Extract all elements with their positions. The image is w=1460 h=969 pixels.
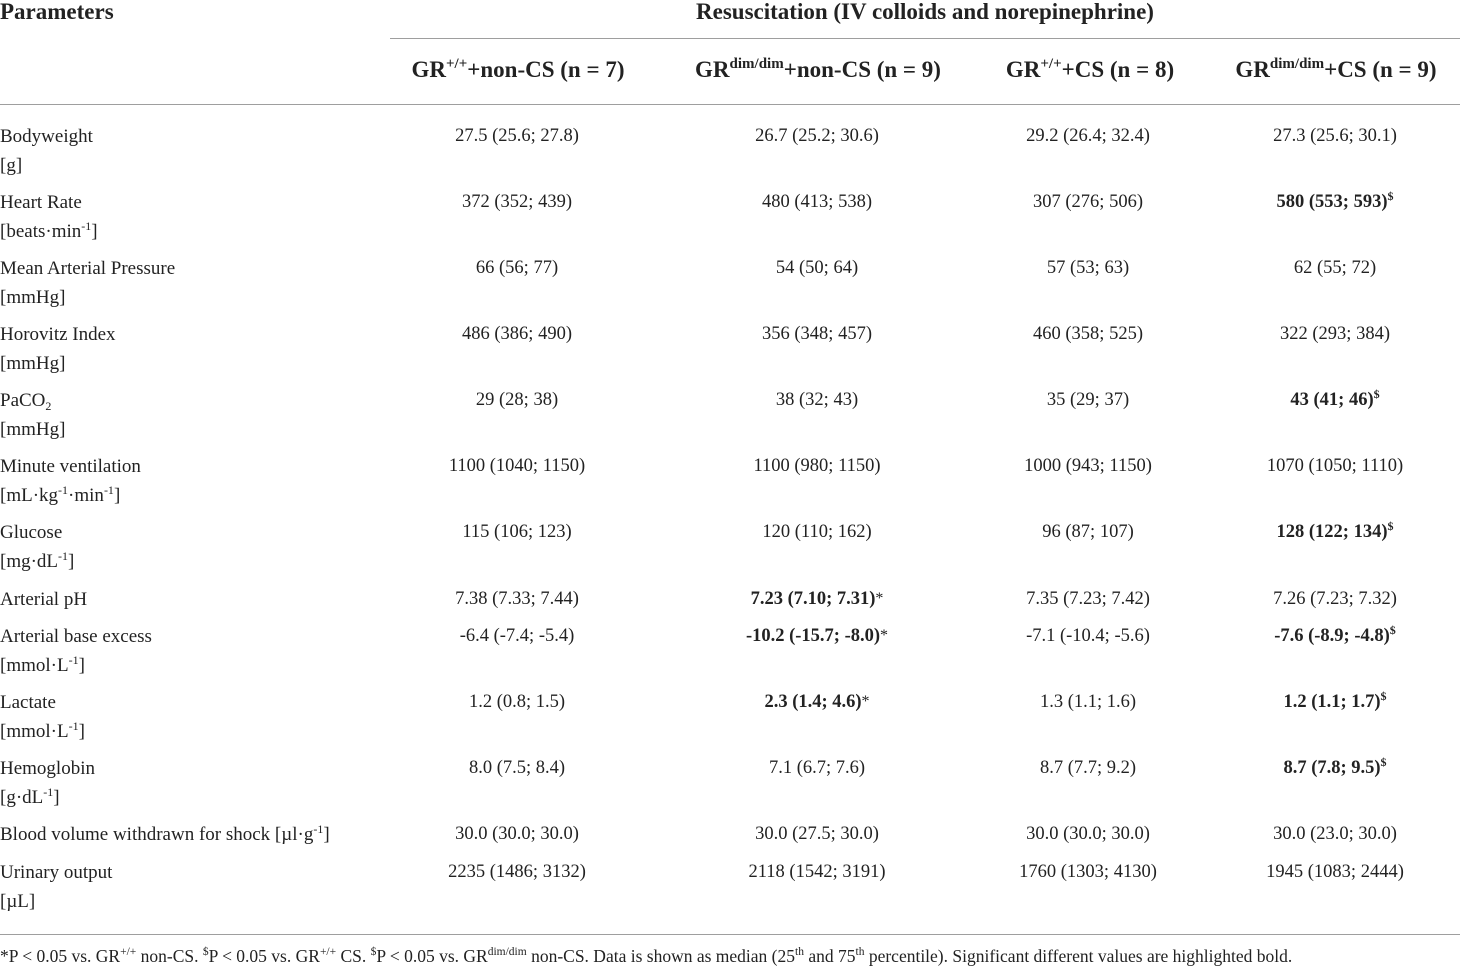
parameter-cell — [0, 622, 400, 680]
parameter-unit: $[mL\cdot kg^{-1}\cdot\min^{-1}]$ — [0, 483, 121, 506]
value-cell: 27.3 (25.6; 30.1) — [1273, 126, 1397, 146]
parameter-label: Arterial base excess — [0, 626, 152, 647]
value-cell: 7.1 (6.7; 7.6) — [768, 758, 866, 778]
parameter-unit: [mmHg] — [0, 353, 66, 374]
parameter-cell — [0, 188, 400, 246]
parameter-cell — [0, 386, 400, 444]
significance-mark: $ — [1380, 689, 1387, 703]
parameter-label: Bodyweight — [0, 126, 93, 147]
value-cell: 1000 (943; 1150) — [1024, 456, 1152, 476]
significance-mark: * — [880, 627, 889, 644]
value-cell: 30.0 (30.0; 30.0) — [455, 824, 579, 844]
parameter-label: Minute ventilation — [0, 456, 141, 477]
value-cell: 2235 (1486; 3132) — [448, 862, 586, 882]
parameter-label: Mean Arterial Pressure — [0, 258, 176, 279]
significance-mark: * — [861, 693, 870, 710]
column-header-3: GR+/++CS (n = 8) — [1005, 56, 1175, 82]
value-cell: 1945 (1083; 2444) — [1266, 862, 1404, 882]
value-cell: 2.3 (1.4; 4.6)* — [764, 692, 870, 712]
parameter-cell — [0, 688, 400, 746]
value-cell: 1.2 (0.8; 1.5) — [468, 692, 566, 712]
value-cell: 1100 (980; 1150) — [753, 456, 881, 476]
value-cell: 2118 (1542; 3191) — [748, 862, 886, 882]
value-cell: -7.6 (-8.9; -4.8)$ — [1274, 623, 1396, 646]
parameter-unit: [g] — [0, 155, 23, 176]
parameter-unit: [mmHg] — [0, 419, 66, 440]
parameter-unit: [mmHg] — [0, 287, 66, 308]
parameter-label: Hemoglobin — [0, 758, 95, 779]
parameter-unit: $[mmol\cdot L^{-1}]$ — [0, 719, 85, 742]
value-cell: 30.0 (30.0; 30.0) — [1026, 824, 1150, 844]
significance-mark: $ — [1373, 387, 1380, 401]
parameter-label: Glucose — [0, 522, 63, 543]
value-cell: 1.3 (1.1; 1.6) — [1039, 692, 1137, 712]
value-cell: 1.2 (1.1; 1.7)$ — [1283, 689, 1387, 712]
value-cell: 322 (293; 384) — [1280, 324, 1390, 344]
column-header-1: GR+/++non-CS (n = 7) — [411, 56, 625, 82]
value-cell: 1100 (1040; 1150) — [448, 456, 586, 476]
value-cell: 356 (348; 457) — [762, 324, 872, 344]
significance-mark: $ — [1387, 519, 1394, 533]
parameter-cell — [0, 122, 400, 180]
value-cell: 120 (110; 162) — [762, 522, 872, 542]
value-cell: 35 (29; 37) — [1046, 390, 1130, 410]
value-cell: -6.4 (-7.4; -5.4) — [459, 626, 575, 646]
value-cell: 460 (358; 525) — [1033, 324, 1143, 344]
parameter-label: Blood volume withdrawn for shock $[\mu l\cdot g^{-1}]$ — [0, 822, 330, 845]
header-bottom-rule — [0, 104, 1460, 105]
parameter-label: Arterial pH — [0, 589, 88, 610]
value-cell: 66 (56; 77) — [475, 258, 559, 278]
parameter-cell — [0, 820, 400, 849]
table-bottom-rule — [0, 934, 1460, 935]
value-cell: 480 (413; 538) — [762, 192, 872, 212]
parameter-cell — [0, 518, 400, 576]
parameter-unit: $[beats\cdot\min^{-1}]$ — [0, 219, 98, 242]
parameter-cell — [0, 254, 400, 312]
parameter-cell — [0, 320, 400, 378]
value-cell: 43 (41; 46)$ — [1290, 387, 1380, 410]
value-cell: 62 (55; 72) — [1293, 258, 1377, 278]
value-cell: 29.2 (26.4; 32.4) — [1026, 126, 1150, 146]
value-cell: 1760 (1303; 4130) — [1019, 862, 1157, 882]
parameter-cell — [0, 585, 400, 614]
value-cell: 7.38 (7.33; 7.44) — [455, 589, 579, 609]
value-cell: 307 (276; 506) — [1033, 192, 1143, 212]
significance-mark: * — [875, 590, 884, 607]
column-header-4: $GR^{dim/dim}+CS$ (n = 9) — [1235, 56, 1437, 82]
value-cell: 30.0 (23.0; 30.0) — [1273, 824, 1397, 844]
value-cell: 8.7 (7.8; 9.5)$ — [1283, 755, 1387, 778]
value-cell: 29 (28; 38) — [475, 390, 559, 410]
significance-mark: $ — [1389, 623, 1396, 637]
value-cell: -7.1 (-10.4; -5.6) — [1026, 626, 1150, 646]
parameter-unit: $[mg\cdot dL^{-1}]$ — [0, 549, 75, 572]
value-cell: 486 (386; 490) — [462, 324, 572, 344]
value-cell: 8.0 (7.5; 8.4) — [468, 758, 566, 778]
parameter-cell — [0, 754, 400, 812]
footnote: *P < 0.05 vs. GR+/+ non-CS. $P < 0.05 vs. GR+/+ CS. $P < 0.05 vs. $GR^{dim/dim}$ non-CS. Data is shown as median (25th and 75th percentile). Significant different values are highlighted bold. — [0, 946, 1293, 966]
parameter-label: PaCO$_2$ — [0, 390, 52, 413]
group-header-rule — [390, 38, 1460, 39]
parameter-unit: $[g\cdot dL^{-1}]$ — [0, 785, 60, 808]
significance-mark: $ — [1387, 189, 1394, 203]
parameter-label: Lactate — [0, 692, 56, 713]
value-cell: 7.23 (7.10; 7.31)* — [750, 589, 884, 609]
group-header: Resuscitation (IV colloids and norepinephrine) — [696, 0, 1154, 24]
value-cell: 1070 (1050; 1110) — [1266, 456, 1404, 476]
value-cell: 372 (352; 439) — [462, 192, 572, 212]
value-cell: 38 (32; 43) — [775, 390, 859, 410]
value-cell: 26.7 (25.2; 30.6) — [755, 126, 879, 146]
value-cell: 7.26 (7.23; 7.32) — [1273, 589, 1397, 609]
parameter-label: Heart Rate — [0, 192, 82, 213]
parameter-cell — [0, 452, 400, 510]
value-cell: 128 (122; 134)$ — [1276, 519, 1394, 542]
parameter-unit: $[mmol\cdot L^{-1}]$ — [0, 653, 85, 676]
significance-mark: $ — [1380, 755, 1387, 769]
value-cell: 580 (553; 593)$ — [1276, 189, 1394, 212]
parameter-unit: [µL] — [0, 891, 36, 912]
value-cell: 7.35 (7.23; 7.42) — [1026, 589, 1150, 609]
parameter-label: Horovitz Index — [0, 324, 116, 345]
value-cell: 96 (87; 107) — [1042, 522, 1134, 542]
value-cell: 8.7 (7.7; 9.2) — [1039, 758, 1137, 778]
value-cell: 115 (106; 123) — [462, 522, 572, 542]
parameters-header: Parameters — [0, 0, 114, 24]
value-cell: 30.0 (27.5; 30.0) — [755, 824, 879, 844]
column-header-2: $GR^{dim/dim}+non-CS$ (n = 9) — [695, 56, 941, 82]
value-cell: -10.2 (-15.7; -8.0)* — [745, 626, 889, 646]
value-cell: 57 (53; 63) — [1046, 258, 1130, 278]
parameter-label: Urinary output — [0, 862, 113, 883]
value-cell: 54 (50; 64) — [775, 258, 859, 278]
value-cell: 27.5 (25.6; 27.8) — [455, 126, 579, 146]
parameter-cell — [0, 858, 400, 916]
